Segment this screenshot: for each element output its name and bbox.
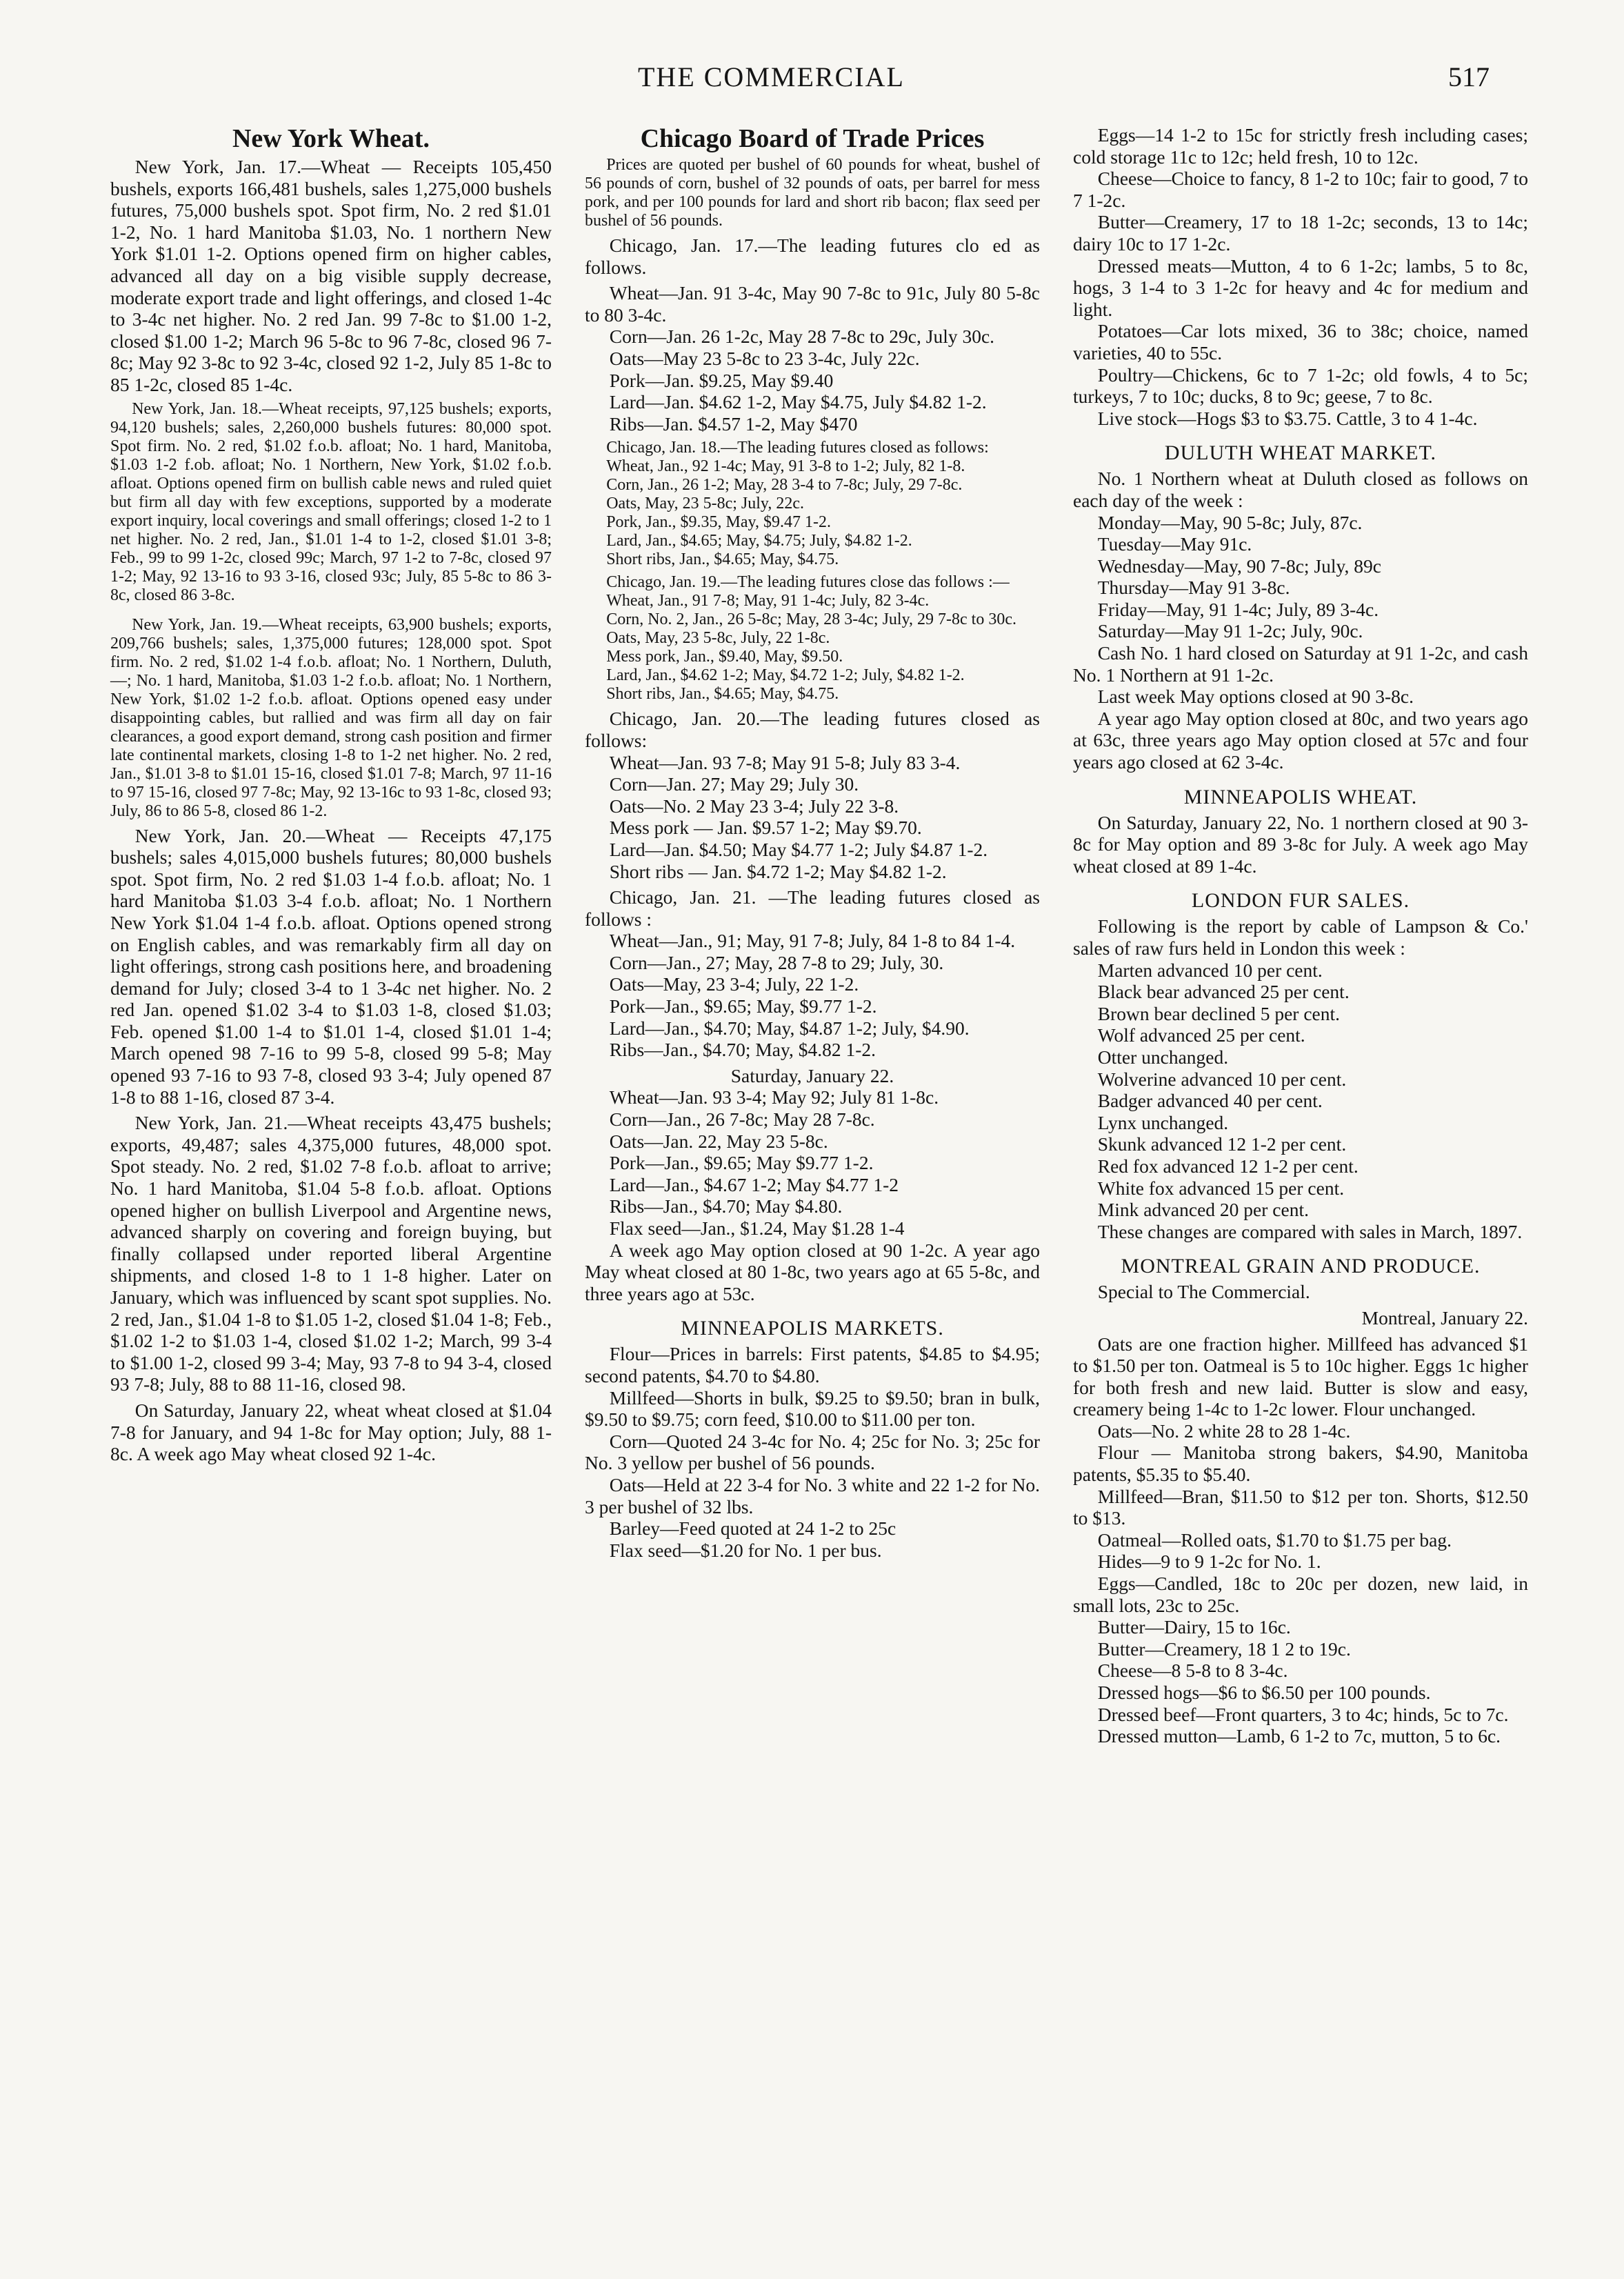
fur-item: Skunk advanced 12 1-2 per cent. [1097, 1133, 1347, 1155]
paragraph: On Saturday, January 22, No. 1 northern closed at 90 3-8c for May option and 89 3-8c for July. A week ago May wheat closed at 89 1-4c. [1073, 811, 1528, 877]
section-heading: LONDON FUR SALES. [1191, 889, 1410, 913]
market-line: Flax seed—$1.20 for No. 1 per bus. [609, 1539, 882, 1561]
paragraph: These changes are compared with sales in March, 1897. [1097, 1220, 1523, 1242]
report-line: Mess pork, Jan., $9.40, May, $9.50. [606, 648, 843, 666]
fur-item: Mink advanced 20 per cent. [1097, 1199, 1309, 1221]
section-heading: MONTREAL GRAIN AND PRODUCE. [1121, 1255, 1481, 1278]
report-heading: Saturday, January 22. [730, 1064, 894, 1086]
report-line: Chicago, Jan. 20.—The leading futures closed as follows: [585, 708, 1040, 751]
paragraph: Cash No. 1 hard closed on Saturday at 91 1-2c, and cash No. 1 Northern at 91 1-2c. [1073, 642, 1528, 686]
report-line: Corn, No. 2, Jan., 26 5-8c; May, 28 3-4c; July, 29 7-8c to 30c. [606, 610, 1016, 629]
paragraph: New York, Jan. 19.—Wheat receipts, 63,900 bushels; exports, 209,766 bushels; sales, 1,375,000 futures; 128,000 spot. Spot firm. No. 2 red, $1.02 1-4 f.o.b. afloat; No. 1 Northern, Duluth, —; No. 1 hard, Manitoba, $1.03 1-2 f.o.b. afloat; No. 1 Northern, New York, $1.02 1-2 f.o.b. afloat. Options opened easy under disappointing cables, but rallied and was firm all day on fair clearances, a good export demand, strong cash position and firmer late continental markets, closing 1-8 to 1-2 net higher. No. 2 red, Jan., $1.01 3-8 to $1.01 15-16, closed $1.01 7-8; March, 97 11-16 to 97 15-16, closed 97 7-8c; May, 92 13-16c to 93 1-8c, closed 93; July, 86 to 86 5-8, closed 86 1-2. [110, 615, 552, 820]
report-line: Oats—May 23 5-8c to 23 3-4c, July 22c. [609, 347, 920, 369]
paragraph: Last week May options closed at 90 3-8c. [1097, 686, 1414, 708]
report-jan-20 [585, 708, 1040, 882]
produce-line: Eggs—14 1-2 to 15c for strictly fresh including cases; cold storage 11c to 12c; held fresh, 10 to 12c. [1073, 124, 1528, 168]
report-saturday [585, 1065, 1040, 1305]
fur-item: Black bear advanced 25 per cent. [1097, 981, 1350, 1003]
montreal-list [1073, 1420, 1528, 1747]
day-line: Monday—May, 90 5-8c; July, 87c. [1097, 511, 1363, 533]
market-line: Eggs—Candled, 18c to 20c per dozen, new laid, in small lots, 23c to 25c. [1073, 1573, 1528, 1616]
report-jan-18 [585, 439, 1040, 569]
market-line: Oatmeal—Rolled oats, $1.70 to $1.75 per bag. [1097, 1529, 1452, 1551]
market-line: Flour — Manitoba strong bakers, $4.90, Manitoba patents, $5.35 to $5.40. [1073, 1442, 1528, 1486]
fur-list [1073, 959, 1528, 1221]
report-line: Wheat—Jan. 93 7-8; May 91 5-8; July 83 3-4. [609, 751, 961, 773]
fur-item: Otter unchanged. [1097, 1046, 1229, 1068]
report-line: Corn—Jan., 26 7-8c; May 28 7-8c. [609, 1108, 875, 1131]
byline: Special to The Commercial. [1097, 1281, 1310, 1303]
market-line: Oats—Held at 22 3-4 for No. 3 white and 22 1-2 for No. 3 per bushel of 32 lbs. [585, 1473, 1040, 1517]
report-line: Wheat—Jan. 91 3-4c, May 90 7-8c to 91c, July 80 5-8c to 80 3-4c. [585, 282, 1040, 326]
fur-item: Lynx unchanged. [1097, 1111, 1229, 1133]
report-line: Lard—Jan. $4.62 1-2, May $4.75, July $4.82 1-2. [609, 391, 987, 413]
article-title: Chicago Board of Trade Prices [640, 124, 985, 153]
report-line: Lard—Jan. $4.50; May $4.77 1-2; July $4.87 1-2. [609, 838, 988, 860]
column-markets [1073, 124, 1528, 1747]
column-chicago-board [585, 124, 1040, 1561]
paragraph: New York, Jan. 20.—Wheat — Receipts 47,175 bushels; sales 4,015,000 bushels futures; 80,000 bushels spot. Spot firm, No. 2 red $1.03 1-4 f.o.b. afloat; No. 1 hard Manitoba $1.03 3-4 f.o.b. afloat; No. 1 Northern New York $1.04 1-4 f.o.b. afloat. Options opened strong on English cables, and was remarkably firm all day on light offerings, strong cash positions here, and broadening demand for July; closed 3-4 to 1 3-4c net higher. No. 2 red Jan. opened $1.02 3-4 to $1.03 1-8, closed $1.03; Feb. opened $1.00 1-4 to $1.01 1-4, closed $1.01 1-4; March opened 98 7-16 to 99 5-8, closed 99 5-8; May opened 93 7-16 to 93 7-8, closed 93 3-4; July opened 87 1-8 to 88 1-16, closed 87 3-4. [110, 824, 552, 1108]
fur-item: Badger advanced 40 per cent. [1097, 1090, 1323, 1112]
market-line: Millfeed—Shorts in bulk, $9.25 to $9.50; bran in bulk, $9.50 to $9.75; corn feed, $10.00 to $11.00 per ton. [585, 1386, 1040, 1431]
produce-line: Cheese—Choice to fancy, 8 1-2 to 10c; fair to good, 7 to 7 1-2c. [1073, 168, 1528, 211]
running-title: THE COMMERCIAL [638, 61, 905, 92]
section-heading: MINNEAPOLIS WHEAT. [1183, 785, 1418, 808]
paragraph: Following is the report by cable of Lampson & Co.' sales of raw furs held in London this week : [1073, 915, 1528, 959]
report-line: Pork—Jan., $9.65; May, $9.77 1-2. [609, 995, 877, 1017]
paragraph: On Saturday, January 22, wheat wheat closed at $1.04 7-8 for January, and 94 1-8c for May option; July, 88 1-8c. A week ago May wheat closed 92 1-4c. [110, 1399, 552, 1465]
day-line: Thursday—May 91 3-8c. [1097, 577, 1290, 599]
report-line: Wheat, Jan., 91 7-8; May, 91 1-4c; July, 82 3-4c. [606, 592, 930, 610]
market-line: Millfeed—Bran, $11.50 to $12 per ton. Shorts, $12.50 to $13. [1073, 1485, 1528, 1529]
market-line: Butter—Creamery, 18 1 2 to 19c. [1097, 1638, 1351, 1660]
day-line: Friday—May, 91 1-4c; July, 89 3-4c. [1097, 598, 1379, 620]
paragraph: Oats are one fraction higher. Millfeed has advanced $1 to $1.50 per ton. Oatmeal is 5 to 10c higher. Eggs 1c higher for both fresh and new laid. Butter is slow and easy, creamery being 1-4c to 1-2c lower. Flour unchanged. [1073, 1333, 1528, 1420]
section-heading: MINNEAPOLIS MARKETS. [681, 1317, 944, 1340]
report-line: Wheat—Jan., 91; May, 91 7-8; July, 84 1-8 to 84 1-4. [609, 930, 1016, 952]
day-line: Tuesday—May 91c. [1097, 533, 1252, 555]
fur-item: Red fox advanced 12 1-2 per cent. [1097, 1155, 1359, 1177]
fur-item: Marten advanced 10 per cent. [1097, 959, 1323, 981]
report-line: Chicago, Jan. 17.—The leading futures clo ed as follows. [585, 235, 1040, 278]
report-line: Oats, May, 23 5-8c; July, 22c. [606, 495, 805, 513]
report-line: Corn—Jan. 27; May 29; July 30. [609, 773, 859, 795]
market-line: Flour—Prices in barrels: First patents, $4.85 to $4.95; second patents, $4.70 to $4.80. [585, 1343, 1040, 1386]
fur-item: Wolf advanced 25 per cent. [1097, 1024, 1305, 1046]
paragraph: New York, Jan. 18.—Wheat receipts, 97,125 bushels; exports, 94,120 bushels; sales, 2,260,000 bushels futures: 80,000 spot. Spot firm. No. 2 red, $1.02 f.o.b. afloat; No. 1 hard, Manitoba, $1.03 1-2 f.ob. afloat; No. 1 Northern, New York, $1.02 f.o.b. afloat. Options opened firm on bullish cable news and ruled quiet but firm all day with few exceptions, supported by a moderate export inquiry, local coverings and small offerings; closed 1-2 to 1 net higher. No. 2 red, Jan., $1.01 1-4 to 1-2, closed $1.01 3-8; Feb., 99 to 99 1-2c, closed 99c; March, 97 1-2 to 7-8c, closed 97 1-2; May, 92 13-16 to 93 3-16, closed 93c; July, 85 5-8c to 86 3-8c, closed 86 3-8c. [110, 399, 552, 604]
report-line: Corn—Jan. 26 1-2c, May 28 7-8c to 29c, July 30c. [609, 326, 995, 348]
market-line: Butter—Dairy, 15 to 16c. [1097, 1616, 1291, 1638]
fur-item: White fox advanced 15 per cent. [1097, 1177, 1345, 1199]
produce-line: Butter—Creamery, 17 to 18 1-2c; seconds, 13 to 14c; dairy 10c to 17 1-2c. [1073, 211, 1528, 255]
market-line: Cheese—8 5-8 to 8 3-4c. [1097, 1660, 1288, 1682]
paragraph: Prices are quoted per bushel of 60 pounds for wheat, bushel of 56 pounds of corn, bushel of 32 pounds of oats, per barrel for mess pork, and per 100 pounds for lard and short rib bacon; flax seed per bushel of 56 pounds. [585, 156, 1040, 230]
report-line: Ribs—Jan., $4.70; May $4.80. [609, 1195, 843, 1217]
report-line: Short ribs, Jan., $4.65; May, $4.75. [606, 685, 839, 704]
report-line: Lard—Jan., $4.70; May, $4.87 1-2; July, $4.90. [609, 1017, 970, 1039]
paragraph: New York, Jan. 17.—Wheat — Receipts 105,450 bushels, exports 166,481 bushels, sales 1,275,000 bushels futures, 75,000 bushels spot. Spot firm, No. 2 red $1.01 1-2, No. 1 hard Manitoba $1.03, No. 1 northern New York $1.01 1-2. Options opened firm on higher cables, advanced all day on a big visible supply decrease, moderate export trade and light offerings, and closed 1-4c to 3-4c net higher. No. 2 red Jan. 99 7-8c to $1.00 1-2, closed $1.00 1-2; March 96 5-8c to 96 7-8c, closed 96 7-8c; May 92 3-8c to 92 3-4c, closed 92 1-2, July 85 1-8c to 85 1-2c, closed 85 1-4c. [110, 156, 552, 395]
report-line: Ribs—Jan. $4.57 1-2, May $470 [609, 412, 858, 435]
duluth-days [1073, 512, 1528, 643]
produce-line: Dressed meats—Mutton, 4 to 6 1-2c; lambs, 5 to 8c, hogs, 3 1-4 to 3 1-2c for heavy and 4c for medium and light. [1073, 255, 1528, 320]
market-line: Barley—Feed quoted at 24 1-2 to 25c [609, 1517, 896, 1540]
report-line: Lard, Jan., $4.62 1-2; May, $4.72 1-2; July, $4.82 1-2. [606, 666, 965, 685]
market-line: Dressed beef—Front quarters, 3 to 4c; hinds, 5c to 7c. [1097, 1703, 1509, 1725]
report-line: Flax seed—Jan., $1.24, May $1.28 1-4 [609, 1217, 905, 1239]
fur-item: Brown bear declined 5 per cent. [1097, 1002, 1340, 1024]
report-line: Oats—No. 2 May 23 3-4; July 22 3-8. [609, 795, 899, 817]
report-line: Lard, Jan., $4.65; May, $4.75; July, $4.82 1-2. [606, 532, 912, 550]
paragraph: New York, Jan. 21.—Wheat receipts 43,475 bushels; exports, 49,487; sales 4,375,000 futures, 48,000 spot. Spot steady. No. 2 red, $1.02 7-8 f.o.b. afloat to arrive; No. 1 hard Manitoba, $1.04 5-8 f.o.b. afloat. Options opened higher on bullish Liverpool and Argentine news, advanced sharply on covering and foreign buying, but finally collapsed under reported liberal Argentine shipments, and closed 1-8 to 1 1-8 higher. Later on January, which was influenced by scant spot supplies. No. 2 red, Jan., $1.04 1-8 to $1.05 1-2, closed $1.04 1-8; Feb., $1.02 1-2 to $1.03 1-4, closed $1.02 1-2; March, 99 3-4 to $1.00 1-2, closed 99 3-4; May, 93 7-8 to 94 3-4, closed 93 7-8; July, 88 to 88 11-16, closed 98. [110, 1112, 552, 1395]
report-line: Corn—Jan., 27; May, 28 7-8 to 29; July, 30. [609, 951, 944, 973]
paragraph: A year ago May option closed at 80c, and two years ago at 63c, three years ago May option closed at 57c and four years ago closed at 62 3-4c. [1073, 707, 1528, 773]
report-line: Oats, May, 23 5-8c, July, 22 1-8c. [606, 629, 830, 648]
report-line: Ribs—Jan., $4.70; May, $4.82 1-2. [609, 1039, 876, 1061]
produce-line: Live stock—Hogs $3 to $3.75. Cattle, 3 to 4 1-4c. [1097, 407, 1478, 429]
section-heading: DULUTH WHEAT MARKET. [1164, 441, 1437, 465]
report-line: Short ribs, Jan., $4.65; May, $4.75. [606, 550, 839, 569]
report-line: Chicago, Jan. 21. —The leading futures closed as follows : [585, 886, 1040, 930]
produce-line: Potatoes—Car lots mixed, 36 to 38c; choice, named varieties, 40 to 55c. [1073, 320, 1528, 364]
paragraph: No. 1 Northern wheat at Duluth closed as follows on each day of the week : [1073, 468, 1528, 511]
report-line: Oats—May, 23 3-4; July, 22 1-2. [609, 973, 859, 995]
produce-line: Poultry—Chickens, 6c to 7 1-2c; old fowls, 4 to 5c; turkeys, 7 to 10c; ducks, 8 to 9c; geese, 7 to 8c. [1073, 364, 1528, 408]
page-number: 517 [1448, 61, 1490, 92]
report-line: Oats—Jan. 22, May 23 5-8c. [609, 1130, 828, 1152]
minneapolis-markets [585, 1343, 1040, 1561]
report-jan-21 [585, 886, 1040, 1061]
page-header [0, 61, 1624, 102]
column-new-york-wheat [110, 124, 552, 1469]
market-line: Oats—No. 2 white 28 to 28 1-4c. [1097, 1420, 1351, 1442]
dateline: Montreal, January 22. [1361, 1306, 1528, 1328]
market-line: Corn—Quoted 24 3-4c for No. 4; 25c for No. 3; 25c for No. 3 yellow per bushel of 56 pounds. [585, 1430, 1040, 1474]
day-line: Wednesday—May, 90 7-8c; July, 89c [1097, 555, 1381, 577]
market-line: Hides—9 to 9 1-2c for No. 1. [1097, 1551, 1321, 1573]
report-line: Pork—Jan. $9.25, May $9.40 [609, 369, 834, 391]
report-line: Wheat, Jan., 92 1-4c; May, 91 3-8 to 1-2; July, 82 1-8. [606, 457, 965, 476]
market-line: Dressed mutton—Lamb, 6 1-2 to 7c, mutton, 5 to 6c. [1097, 1725, 1501, 1747]
report-line: Pork, Jan., $9.35, May, $9.47 1-2. [606, 513, 831, 532]
report-line: Corn, Jan., 26 1-2; May, 28 3-4 to 7-8c; July, 29 7-8c. [606, 476, 963, 495]
report-line: Wheat—Jan. 93 3-4; May 92; July 81 1-8c. [609, 1086, 939, 1108]
paragraph: A week ago May option closed at 90 1-2c. A year ago May wheat closed at 80 1-8c, two years ago at 65 5-8c, and three years ago at 53c. [585, 1239, 1040, 1304]
day-line: Saturday—May 91 1-2c; July, 90c. [1097, 620, 1363, 642]
report-jan-17 [585, 235, 1040, 435]
report-line: Lard—Jan., $4.67 1-2; May $4.77 1-2 [609, 1173, 899, 1195]
report-line: Chicago, Jan. 18.—The leading futures closed as follows: [606, 439, 989, 457]
article-title: New York Wheat. [232, 124, 430, 153]
report-line: Pork—Jan., $9.65; May $9.77 1-2. [609, 1152, 874, 1174]
market-line: Dressed hogs—$6 to $6.50 per 100 pounds. [1097, 1682, 1431, 1703]
report-jan-19 [585, 573, 1040, 704]
report-line: Short ribs — Jan. $4.72 1-2; May $4.82 1-2. [609, 860, 947, 882]
report-line: Chicago, Jan. 19.—The leading futures close das follows :— [606, 573, 1010, 592]
fur-item: Wolverine advanced 10 per cent. [1097, 1068, 1347, 1090]
report-line: Mess pork — Jan. $9.57 1-2; May $9.70. [609, 817, 922, 839]
produce-list [1073, 124, 1528, 429]
